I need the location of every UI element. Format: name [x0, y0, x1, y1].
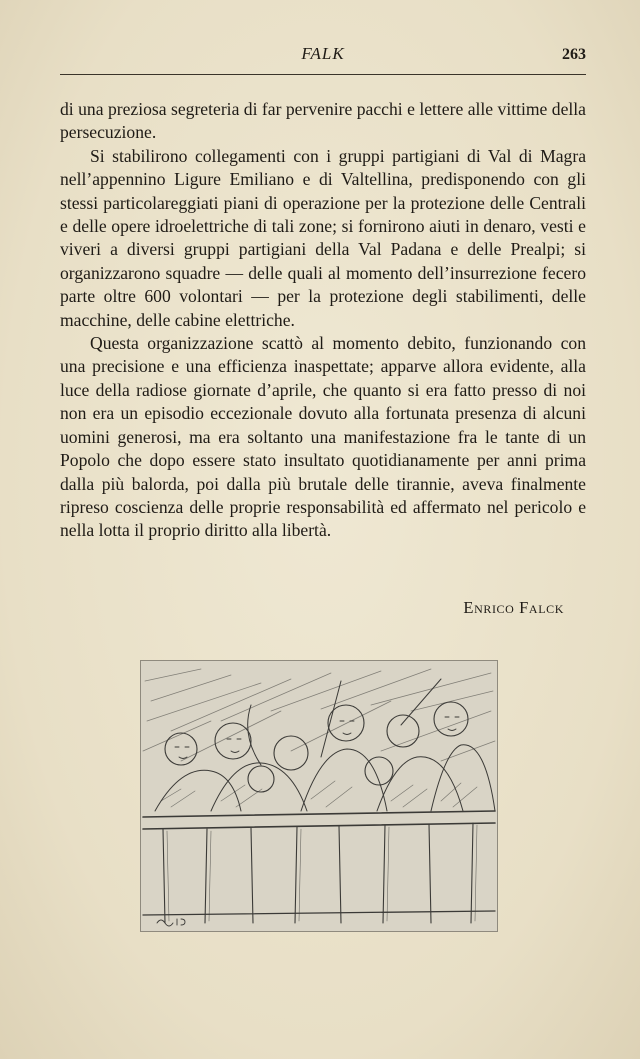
page-number: 263 [562, 46, 586, 63]
sketch-drawing [141, 661, 497, 931]
paragraph-collegamenti: Si stabilirono collegamenti con i gruppi partigiani di Val di Magra nell’appennino Ligure Emiliano e di Valtellina, predisponendo con gli stessi particolareggiati piani di operazione per la protezione delle Centrali e delle opere idroelettriche di tali zone; si fornirono aiuti in denaro, vesti e viveri a diversi gruppi partigiani della Val Padana e delle Prealpi; si organizzarono squadre — delle quali al momento dell’insurrezione fecero parte oltre 600 volontari — per la protezione degli stabilimenti, delle macchine, delle cabine elettriche. [60, 145, 586, 330]
author-signature: Enrico Falck [463, 598, 564, 617]
crowd-sketch-illustration [140, 660, 498, 932]
running-head [60, 44, 586, 72]
running-title: FALK [301, 44, 345, 63]
header-rule [60, 74, 586, 75]
paragraph-continued: di una preziosa segreteria di far pervenire pacchi e lettere alle vittime della persecuzione. [60, 99, 586, 143]
paragraph-organizzazione: Questa organizzazione scattò al momento debito, funzionando con una precisione e una efficienza inaspettate; apparve allora evidente, alla luce della radiose giornate d’aprile, che quanto si era fatto presso di noi non era un episodio eccezionale dovuto alla fortunata presenza di alcuni uomini generosi, ma era soltanto una manifestazione fra le tante di un Popolo che dopo essere stato insultato quotidianamente per anni prima dalla più balorda, poi dalla più brutale delle tirannie, aveva finalmente ripreso coscienza delle proprie responsabilità ed affermato nel pericolo e nella lotta il proprio diritto alla libertà. [60, 333, 586, 541]
body-text [60, 98, 586, 543]
